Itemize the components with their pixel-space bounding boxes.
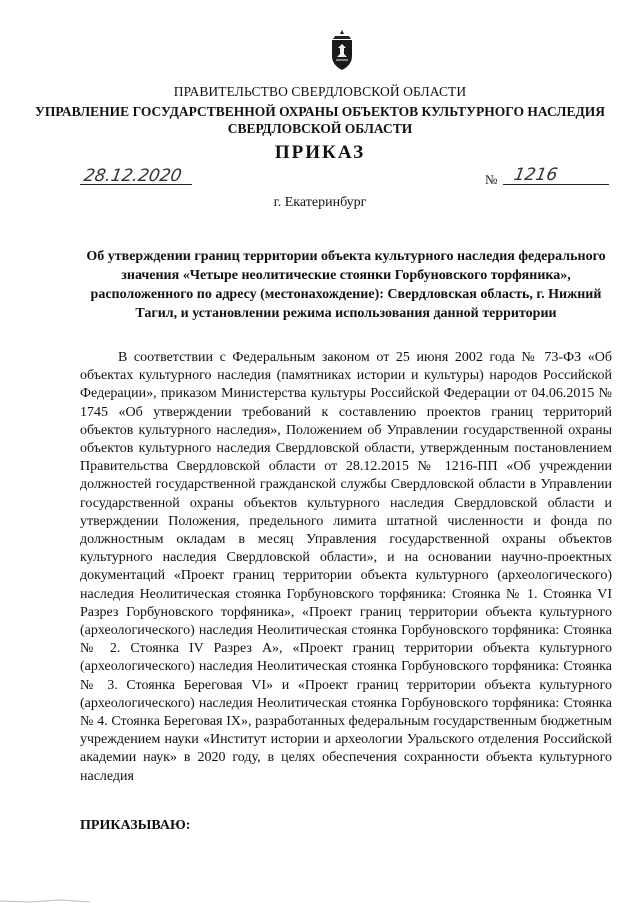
number-underline: [503, 184, 609, 185]
document-type: ПРИКАЗ: [274, 142, 366, 163]
date-underline: [80, 184, 192, 185]
department-line-1: УПРАВЛЕНИЕ ГОСУДАРСТВЕННОЙ ОХРАНЫ ОБЪЕКТОВ КУЛЬТУРНОГО НАСЛЕДИЯ: [34, 104, 606, 119]
scan-edge-noise: [0, 893, 640, 905]
preamble-paragraph: В соответствии с Федеральным законом от 25 июня 2002 года № 73-ФЗ «Об объектах культурного наследия (памятниках истории и культуры) народов Российской Федерации», приказом Министерства культуры Российской Федерации от 04.06.2015 № 1745 «Об утверждении требований к составлению проектов границ территорий объектов культурного наследия», Положением об Управлении государственной охраны объектов культурного наследия Свердловской области, утвержденным постановлением Правительства Свердловской области от 28.12.2015 № 1216-ПП «Об учреждении должностей государственной гражданской службы Свердловской области в Управлении государственной охраны объектов культурного наследия Свердловской области и утверждении Положения, предельного лимита штатной численности и фонда по должностным окладам в месяц Управления государственной охраны объектов культурного наследия Свердловской области», и на основании научно-проектных документаций «Проект границ территории объекта культурного (археологического) наследия Неолитическая стоянка Горбуновского торфяника: Стоянка № 1. Стоянка VI Разрез Горбуновского торфяника», «Проект границ территории объекта культурного (археологического) наследия Неолитическая стоянка Горбуновского торфяника: Стоянка № 2. Стоянка IV Разрез А», «Проект границ территории объекта культурного (археологического) наследия Неолитическая стоянка Горбуновского торфяника: Стоянка № 3. Стоянка Береговая VI» и «Проект границ территории объекта культурного (археологического) наследия Неолитическая стоянка Горбуновского торфяника: Стоянка № 4. Стоянка Береговая IX», разработанных федеральным государственным бюджетным учреждением науки «Институт истории и археологии Уральского отделения Российской академии наук» в 2020 году, в целях обеспечения сохранности объекта культурного наследия: [80, 350, 612, 784]
department-name: [0, 103, 640, 137]
document-number: 1216: [512, 165, 560, 185]
number-label: №: [485, 172, 498, 187]
document-date: 28.12.2020: [82, 166, 184, 186]
department-line-2: СВЕРДЛОВСКОЙ ОБЛАСТИ: [227, 121, 413, 136]
document-title: Об утверждении границ территории объекта культурного наследия федерального значения «Четыре неолитические стоянки Горбуновского торфяника», расположенного по адресу (местонахождение): Свердловская область, г. Нижний Тагил, и установлении режима использования данной территории: [86, 249, 606, 321]
order-word: ПРИКАЗЫВАЮ:: [80, 818, 191, 833]
government-name: ПРАВИТЕЛЬСТВО СВЕРДЛОВСКОЙ ОБЛАСТИ: [173, 84, 467, 99]
city: г. Екатеринбург: [273, 195, 367, 210]
coat-of-arms-icon: [329, 30, 355, 70]
